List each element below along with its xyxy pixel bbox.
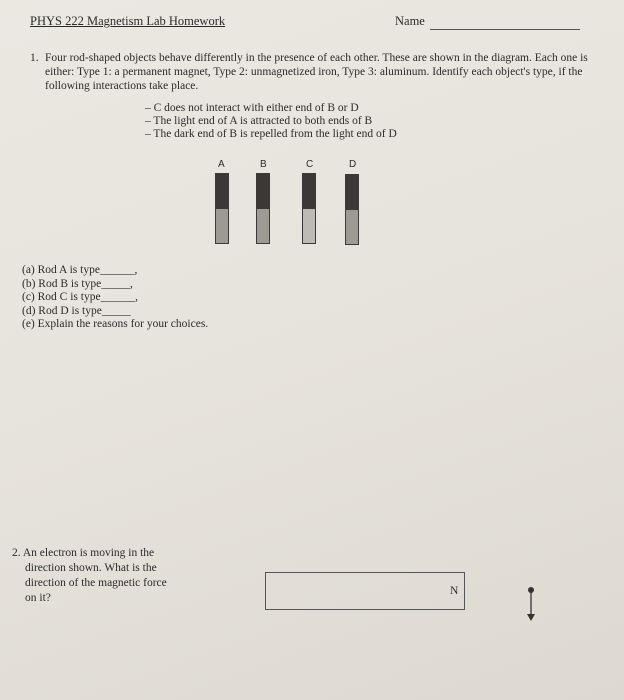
question-1-text: Four rod-shaped objects behave differently in the presence of each other. These are shown in the diagram. Each one is either: Type 1: a permanent magnet, Type 2: unmagnetized iron, Type 3: aluminum. Identify each object's type, if the following interactions take place.	[45, 52, 588, 92]
answer-c: (c) Rod C is type______,	[22, 291, 138, 303]
page-title: PHYS 222 Magnetism Lab Homework	[30, 14, 226, 28]
name-blank-line	[430, 29, 580, 30]
bar-magnet	[265, 572, 465, 610]
question-1-number: 1.	[30, 52, 39, 64]
question-2-line: direction shown. What is the	[25, 562, 157, 574]
answer-d: (d) Rod D is type_____	[22, 304, 131, 317]
rod-label-d: D	[349, 159, 357, 170]
condition: – The dark end of B is repelled from the light end of D	[145, 128, 397, 140]
condition: – C does not interact with either end of B or D	[145, 102, 359, 114]
condition-list	[145, 102, 397, 141]
answer-a: (a) Rod A is type______,	[22, 264, 138, 276]
rod-label-a: A	[218, 159, 225, 170]
rod-d	[345, 174, 359, 245]
answer-list	[22, 264, 208, 332]
question-2-line: on it?	[25, 592, 51, 604]
condition: – The light end of A is attracted to both ends of B	[145, 115, 373, 127]
question-2-line: An electron is moving in the	[22, 547, 155, 559]
question-1	[30, 51, 590, 93]
question-2-number: 2.	[12, 547, 21, 559]
name-label: Name	[395, 14, 425, 28]
rod-label-b: B	[260, 159, 267, 170]
rod-c	[302, 173, 316, 244]
question-2	[12, 546, 167, 606]
rod-b	[256, 173, 270, 244]
answer-e: (e) Explain the reasons for your choices.	[22, 318, 209, 330]
answer-b: (b) Rod B is type_____,	[22, 277, 133, 290]
question-2-line: direction of the magnetic force	[25, 577, 167, 589]
rod-a	[215, 173, 229, 244]
electron-velocity-arrow-icon	[524, 586, 538, 622]
rod-label-c: C	[306, 159, 314, 170]
north-pole-label: N	[450, 585, 459, 597]
